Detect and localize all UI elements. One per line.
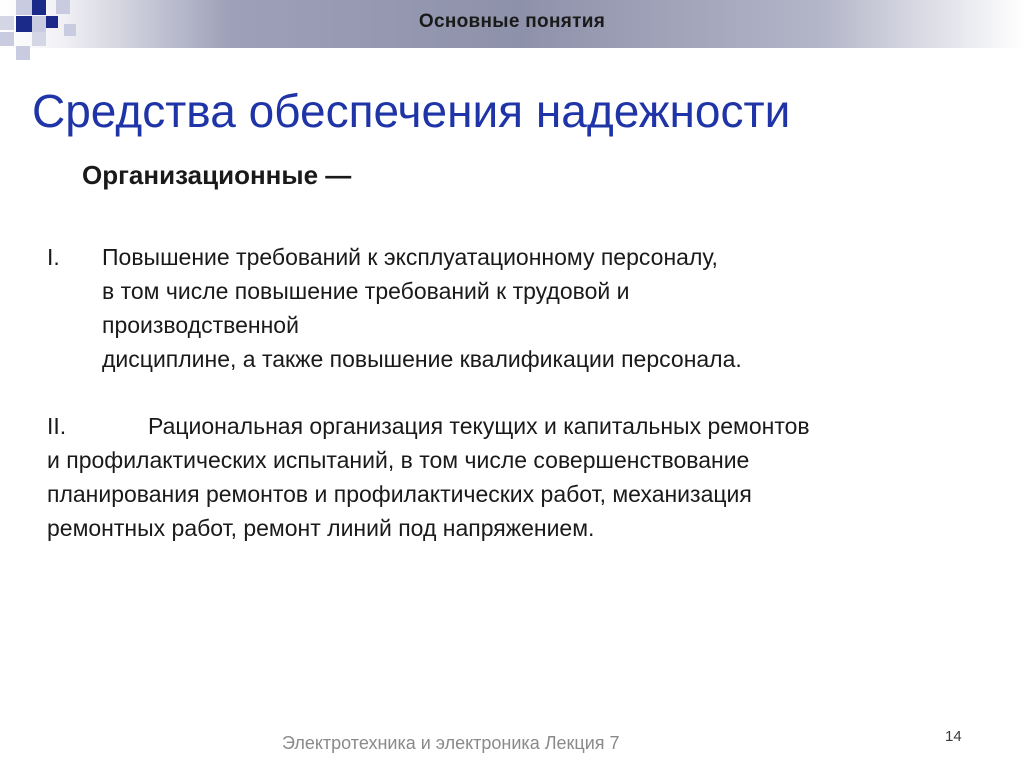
list-item-line: Повышение требований к эксплуатационному персоналу, [102,244,718,270]
section-title: Основные понятия [418,11,606,32]
subheading: Организационные — [82,160,352,190]
list-marker: I. [47,244,60,270]
list-marker: II. [47,413,67,439]
corner-square [0,32,14,46]
corner-square [32,32,46,46]
list-item-line: и профилактических испытаний, в том числе совершенствование [47,447,750,473]
slide-title: Средства обеспечения надежности [32,85,791,137]
list-item-line: Рациональная организация текущих и капитальных ремонтов [148,413,810,439]
corner-square [16,46,30,60]
footer-course-label: Электротехника и электроника Лекция 7 [282,733,620,753]
page-number: 14 [945,728,962,745]
list-item-line: производственной [102,312,299,338]
list-item-line: ремонтных работ, ремонт линий под напряжением. [47,515,595,541]
list-item-line: планирования ремонтов и профилактических работ, механизация [47,481,752,507]
list-item-line: дисциплине, а также повышение квалификации персонала. [102,346,742,372]
list-item-line: в том числе повышение требований к трудовой и [102,278,630,304]
